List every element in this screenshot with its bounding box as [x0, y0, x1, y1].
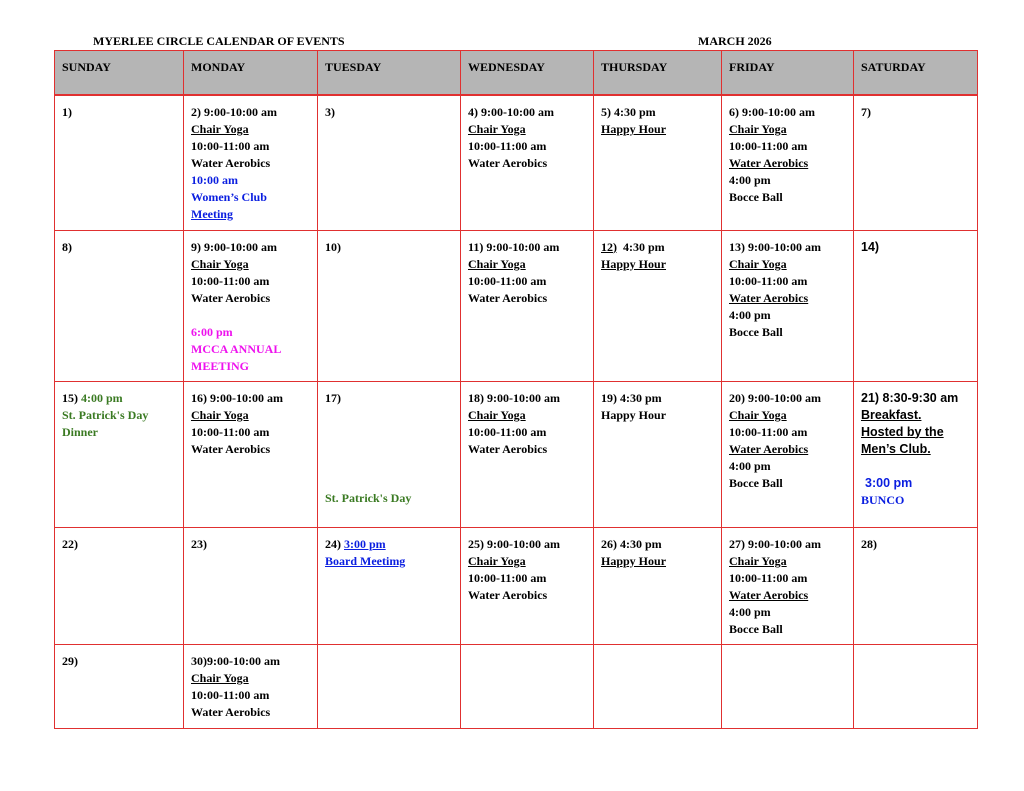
event-time: 10:00-11:00 am — [729, 139, 808, 153]
day-number: 11) 9:00-10:00 am — [468, 239, 560, 254]
event-title: Water Aerobics — [191, 704, 271, 719]
day-number: 16) 9:00-10:00 am — [191, 390, 283, 405]
week-row — [55, 644, 978, 728]
day-cell — [722, 381, 854, 527]
event-time: 4:00 pm — [81, 390, 123, 405]
event-title: Chair Yoga — [191, 670, 249, 685]
event-time: 10:00-11:00 am — [468, 139, 547, 153]
day-number: 8) — [62, 239, 72, 254]
event-title: Chair Yoga — [729, 122, 787, 136]
event-title: Men’s Club. — [861, 441, 931, 456]
weekday-header: TUESDAY — [318, 51, 461, 96]
day-cell — [55, 644, 184, 728]
day-number: 17) — [325, 390, 341, 405]
event-title: Chair Yoga — [191, 256, 249, 271]
weekday-header: SATURDAY — [854, 51, 978, 96]
day-number: 30)9:00-10:00 am — [191, 653, 280, 668]
day-number: 21) 8:30-9:30 am — [861, 390, 959, 405]
day-cell — [854, 527, 978, 644]
day-number: 6) 9:00-10:00 am — [729, 105, 815, 119]
day-number: 2) 9:00-10:00 am — [191, 105, 277, 119]
event-title: Chair Yoga — [468, 407, 526, 422]
event-title: Water Aerobics — [191, 441, 271, 456]
day-cell — [318, 381, 461, 527]
day-cell — [184, 95, 318, 230]
day-heading — [601, 239, 721, 256]
day-number: 27) 9:00-10:00 am — [729, 536, 821, 551]
day-number: 26) 4:30 pm — [601, 536, 662, 551]
event-title: Bocce Ball — [729, 190, 783, 204]
event-time: 10:00-11:00 am — [468, 570, 547, 585]
day-cell — [594, 527, 722, 644]
day-cell — [722, 230, 854, 381]
day-cell — [854, 381, 978, 527]
day-number: 29) — [62, 653, 78, 668]
day-cell — [318, 527, 461, 644]
event-title: Bocce Ball — [729, 621, 783, 636]
day-cell — [461, 95, 594, 230]
week-row — [55, 527, 978, 644]
day-cell — [55, 95, 184, 230]
day-cell — [722, 527, 854, 644]
day-number: 24) — [325, 536, 341, 551]
event-title: Water Aerobics — [729, 290, 809, 305]
day-cell — [594, 95, 722, 230]
event-title: Happy Hour — [601, 407, 667, 422]
day-cell — [854, 230, 978, 381]
weekday-header: FRIDAY — [722, 51, 854, 96]
day-number: 22) — [62, 536, 78, 551]
empty-cell — [318, 644, 461, 728]
event-title: Water Aerobics — [468, 587, 548, 602]
event-title: Chair Yoga — [191, 407, 249, 422]
day-cell — [594, 381, 722, 527]
event-time: 6:00 pm — [191, 324, 233, 339]
event-title: Water Aerobics — [468, 290, 548, 305]
event-title: Water Aerobics — [729, 587, 809, 602]
weekday-header-row — [55, 51, 978, 96]
event-title: Happy Hour — [601, 256, 667, 271]
week-row — [55, 381, 978, 527]
event-title: Bocce Ball — [729, 324, 783, 339]
spacer — [861, 458, 977, 475]
day-number: 13) 9:00-10:00 am — [729, 239, 821, 254]
day-heading — [62, 390, 183, 407]
event-title: BUNCO — [861, 492, 905, 507]
day-cell — [461, 230, 594, 381]
weekday-header: MONDAY — [184, 51, 318, 96]
event-time: 4:00 pm — [729, 173, 771, 187]
event-title: Water Aerobics — [191, 290, 271, 305]
empty-cell — [594, 644, 722, 728]
event-title: St. Patrick's Day — [62, 407, 149, 422]
day-cell — [318, 95, 461, 230]
event-title: Chair Yoga — [729, 256, 787, 271]
event-time: 3:00 pm — [865, 475, 913, 490]
day-cell — [184, 527, 318, 644]
day-number: 19) 4:30 pm — [601, 390, 662, 405]
event-time: 10:00-11:00 am — [729, 424, 808, 439]
calendar-title: MYERLEE CIRCLE CALENDAR OF EVENTS — [93, 34, 345, 48]
event-time: 3:00 pm — [344, 536, 386, 551]
event-time: 10:00-11:00 am — [191, 139, 270, 153]
event-time: 10:00-11:00 am — [468, 424, 547, 439]
day-number: 23) — [191, 536, 207, 551]
event-time: 10:00-11:00 am — [191, 424, 270, 439]
event-title: Water Aerobics — [468, 156, 548, 170]
calendar-month: MARCH 2026 — [698, 34, 772, 48]
day-cell — [184, 644, 318, 728]
event-title: Chair Yoga — [191, 122, 249, 136]
week-row — [55, 230, 978, 381]
event-title: Chair Yoga — [468, 553, 526, 568]
event-time: 4:00 pm — [729, 458, 771, 473]
day-cell — [55, 527, 184, 644]
event-title: MCCA ANNUAL — [191, 341, 282, 356]
day-number: 4) 9:00-10:00 am — [468, 105, 554, 119]
event-title: MEETING — [191, 358, 250, 373]
day-number: 12) — [601, 239, 617, 254]
day-number: 14) — [861, 239, 880, 254]
weekday-header: THURSDAY — [594, 51, 722, 96]
day-cell — [594, 230, 722, 381]
day-number: 5) 4:30 pm — [601, 105, 656, 119]
day-number: 15) — [62, 390, 78, 405]
event-title: Hosted by the — [861, 424, 944, 439]
day-cell — [55, 230, 184, 381]
event-title: Chair Yoga — [468, 122, 526, 136]
day-cell — [55, 381, 184, 527]
day-number: 10) — [325, 239, 341, 254]
event-time: 10:00-11:00 am — [729, 273, 808, 288]
event-title: Chair Yoga — [468, 256, 526, 271]
event-time: 4:30 pm — [623, 239, 665, 254]
day-cell — [461, 381, 594, 527]
day-cell — [461, 527, 594, 644]
event-time: 10:00-11:00 am — [191, 273, 270, 288]
event-title: Happy Hour — [601, 122, 667, 136]
day-number: 9) 9:00-10:00 am — [191, 239, 277, 254]
weekday-header: SUNDAY — [55, 51, 184, 96]
event-title: St. Patrick's Day — [325, 490, 412, 505]
event-title: Water Aerobics — [729, 156, 809, 170]
event-title: Chair Yoga — [729, 407, 787, 422]
day-number: 3) — [325, 105, 335, 119]
day-number: 20) 9:00-10:00 am — [729, 390, 821, 405]
day-cell — [318, 230, 461, 381]
event-title: Water Aerobics — [191, 156, 271, 170]
event-title: Board Meetimg — [325, 553, 406, 568]
event-title: Meeting — [191, 207, 233, 221]
event-title: Water Aerobics — [468, 441, 548, 456]
day-number: 7) — [861, 105, 871, 119]
day-number: 25) 9:00-10:00 am — [468, 536, 560, 551]
day-number: 18) 9:00-10:00 am — [468, 390, 560, 405]
event-title: Chair Yoga — [729, 553, 787, 568]
calendar-grid — [54, 50, 978, 729]
day-cell — [722, 95, 854, 230]
day-cell — [854, 95, 978, 230]
empty-cell — [461, 644, 594, 728]
event-title: Happy Hour — [601, 553, 667, 568]
spacer — [191, 307, 317, 324]
event-title: Breakfast. — [861, 407, 922, 422]
empty-cell — [722, 644, 854, 728]
empty-cell — [854, 644, 978, 728]
event-time: 10:00-11:00 am — [468, 273, 547, 288]
event-title: Women’s Club — [191, 190, 267, 204]
week-row — [55, 95, 978, 230]
event-time: 4:00 pm — [729, 604, 771, 619]
event-title: Dinner — [62, 424, 98, 439]
event-time: 10:00 am — [191, 173, 238, 187]
event-time: 10:00-11:00 am — [191, 687, 270, 702]
day-number: 1) — [62, 105, 72, 119]
day-cell — [184, 230, 318, 381]
day-heading — [325, 536, 460, 553]
event-time: 4:00 pm — [729, 307, 771, 322]
weekday-header: WEDNESDAY — [461, 51, 594, 96]
day-number: 28) — [861, 536, 877, 551]
event-time: 10:00-11:00 am — [729, 570, 808, 585]
day-cell — [184, 381, 318, 527]
event-title: Bocce Ball — [729, 475, 783, 490]
event-title: Water Aerobics — [729, 441, 809, 456]
